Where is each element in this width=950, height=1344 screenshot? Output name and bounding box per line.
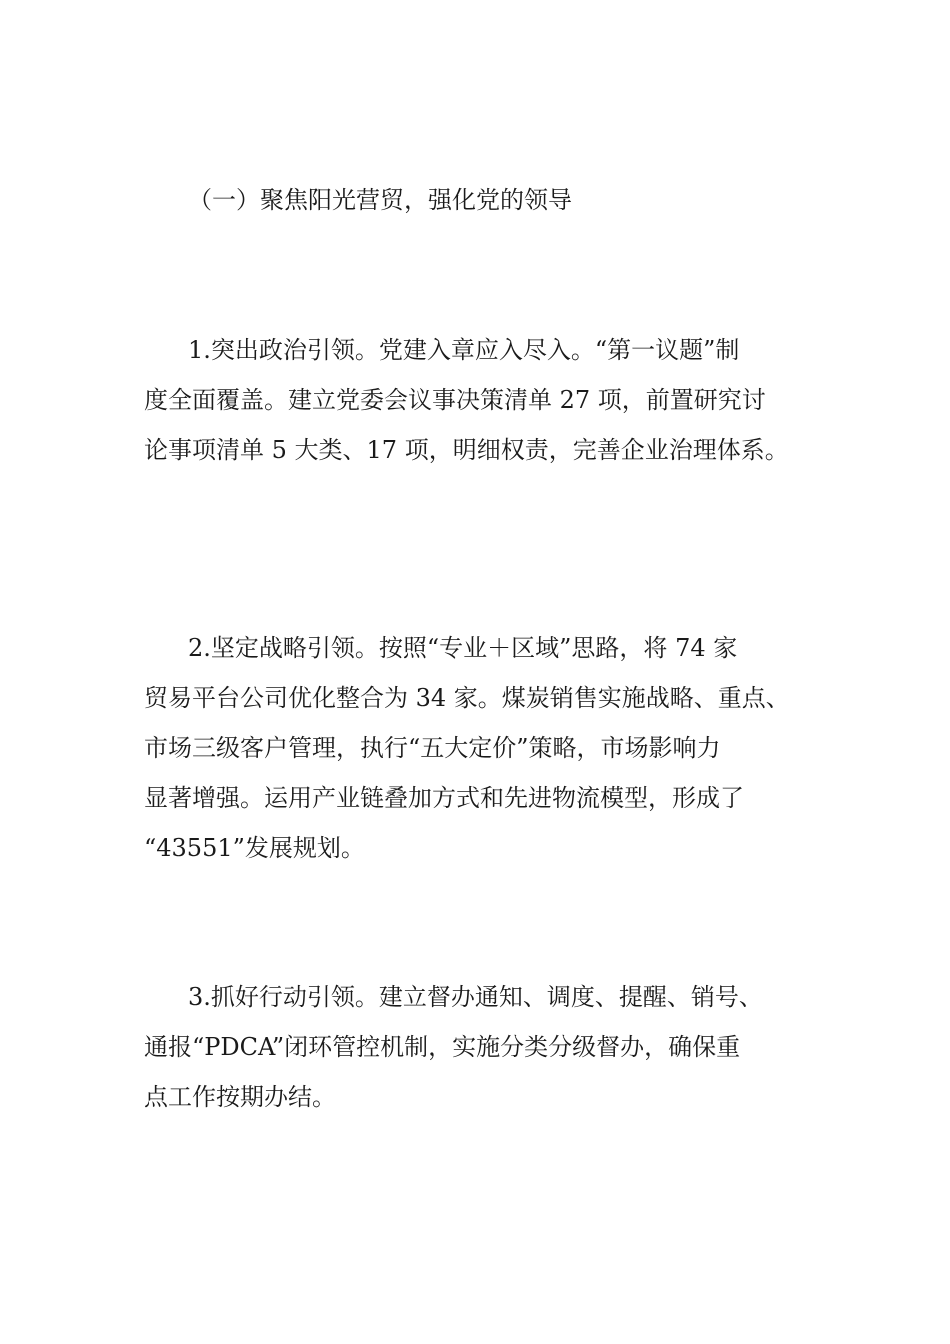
paragraph-strategic-leadership [144,623,824,873]
paragraph-line: 点工作按期办结。 [144,1083,336,1111]
paragraph-line: 显著增强。运用产业链叠加方式和先进物流模型，形成了 [144,784,744,812]
paragraph-line: 论事项清单 5 大类、17 项，明细权责，完善企业治理体系。 [144,436,789,464]
paragraph-line: “43551”发展规划。 [144,834,365,862]
paragraph-line: 通报“PDCA”闭环管控机制，实施分类分级督办，确保重 [144,1033,741,1061]
section-heading: （一）聚焦阳光营贸，强化党的领导 [188,186,572,214]
paragraph-line: 市场三级客户管理，执行“五大定价”策略，市场影响力 [144,734,721,762]
paragraph-line: 2.坚定战略引领。按照“专业＋区域”思路，将 74 家 [188,634,738,662]
paragraph-line: 贸易平台公司优化整合为 34 家。煤炭销售实施战略、重点、 [144,684,790,712]
paragraph-action-leadership [144,972,824,1122]
paragraph-political-leadership [144,325,824,475]
paragraph-line: 1.突出政治引领。党建入章应入尽入。“第一议题”制 [188,336,740,364]
paragraph-line: 3.抓好行动引领。建立督办通知、调度、提醒、销号、 [188,983,763,1011]
paragraph-line: 度全面覆盖。建立党委会议事决策清单 27 项，前置研究讨 [144,386,766,414]
